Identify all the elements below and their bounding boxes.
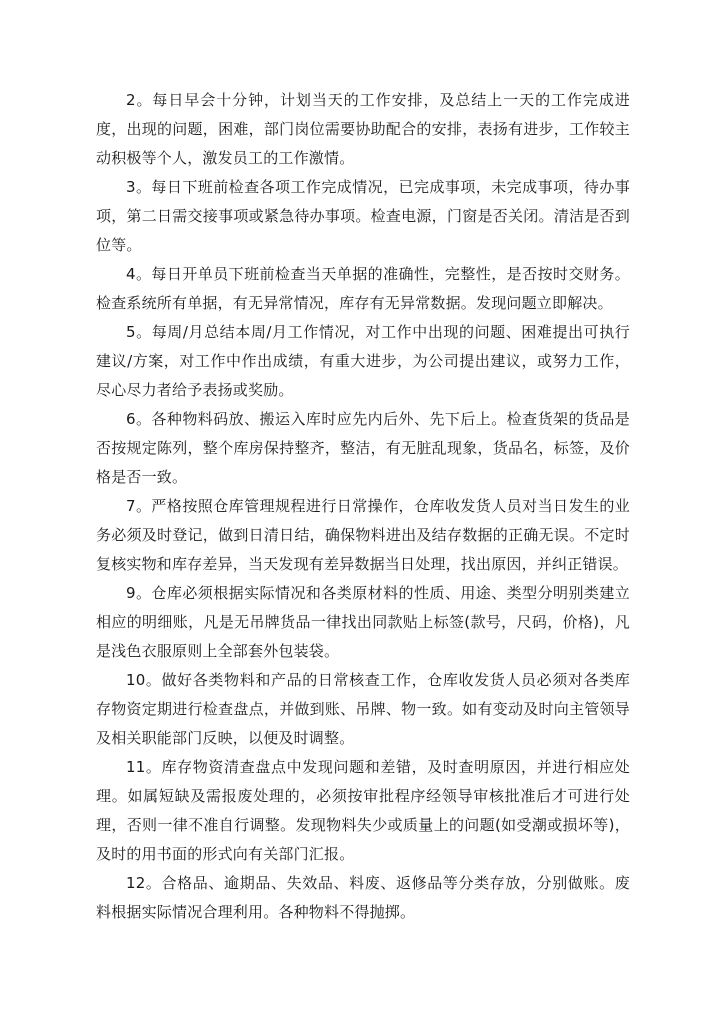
document-body xyxy=(96,86,630,927)
paragraph-item-10: 10。做好各类物料和产品的日常核查工作，仓库收发货人员必须对各类库存物资定期进行检查盘点，并做到账、吊牌、物一致。如有变动及时向主管领导及相关职能部门反映，以便及时调整。 xyxy=(96,671,630,747)
paragraph-item-3: 3。每日下班前检查各项工作完成情况，已完成事项，未完成事项，待办事项，第二日需交接事项或紧急待办事项。检查电源，门窗是否关闭。清洁是否到位等。 xyxy=(96,178,630,254)
paragraph-item-5: 5。每周/月总结本周/月工作情况，对工作中出现的问题、困难提出可执行建议/方案，对工作中作出成绩，有重大进步，为公司提出建议，或努力工作，尽心尽力者给予表扬或奖励。 xyxy=(96,323,630,399)
paragraph-item-7: 7。严格按照仓库管理规程进行日常操作，仓库收发货人员对当日发生的业务必须及时登记，做到日清日结，确保物料进出及结存数据的正确无误。不定时复核实物和库存差异，当天发现有差异数据当日处理，找出原因，并纠正错误。 xyxy=(96,497,630,573)
paragraph-item-4: 4。每日开单员下班前检查当天单据的准确性，完整性，是否按时交财务。检查系统所有单据，有无异常情况，库存有无异常数据。发现问题立即解决。 xyxy=(96,265,630,312)
paragraph-item-12: 12。合格品、逾期品、失效品、料废、返修品等分类存放，分别做账。废料根据实际情况合理利用。各种物料不得抛掷。 xyxy=(96,874,630,921)
paragraph-item-2: 2。每日早会十分钟，计划当天的工作安排，及总结上一天的工作完成进度，出现的问题，困难，部门岗位需要协助配合的安排，表扬有进步，工作较主动积极等个人，激发员工的工作激情。 xyxy=(96,91,630,167)
paragraph-item-6: 6。各种物料码放、搬运入库时应先内后外、先下后上。检查货架的货品是否按规定陈列，整个库房保持整齐，整洁，有无脏乱现象，货品名，标签，及价格是否一致。 xyxy=(96,410,630,486)
paragraph-item-9: 9。仓库必须根据实际情况和各类原材料的性质、用途、类型分明别类建立相应的明细账，凡是无吊牌货品一律找出同款贴上标签(款号，尺码，价格)，凡是浅色衣服原则上全部套外包装袋。 xyxy=(96,584,630,660)
paragraph-item-11: 11。库存物资清查盘点中发现问题和差错，及时查明原因，并进行相应处理。如属短缺及需报废处理的，必须按审批程序经领导审核批准后才可进行处理，否则一律不准自行调整。发现物料失少或质量上的问题(如受潮或损坏等)，及时的用书面的形式向有关部门汇报。 xyxy=(96,758,630,863)
